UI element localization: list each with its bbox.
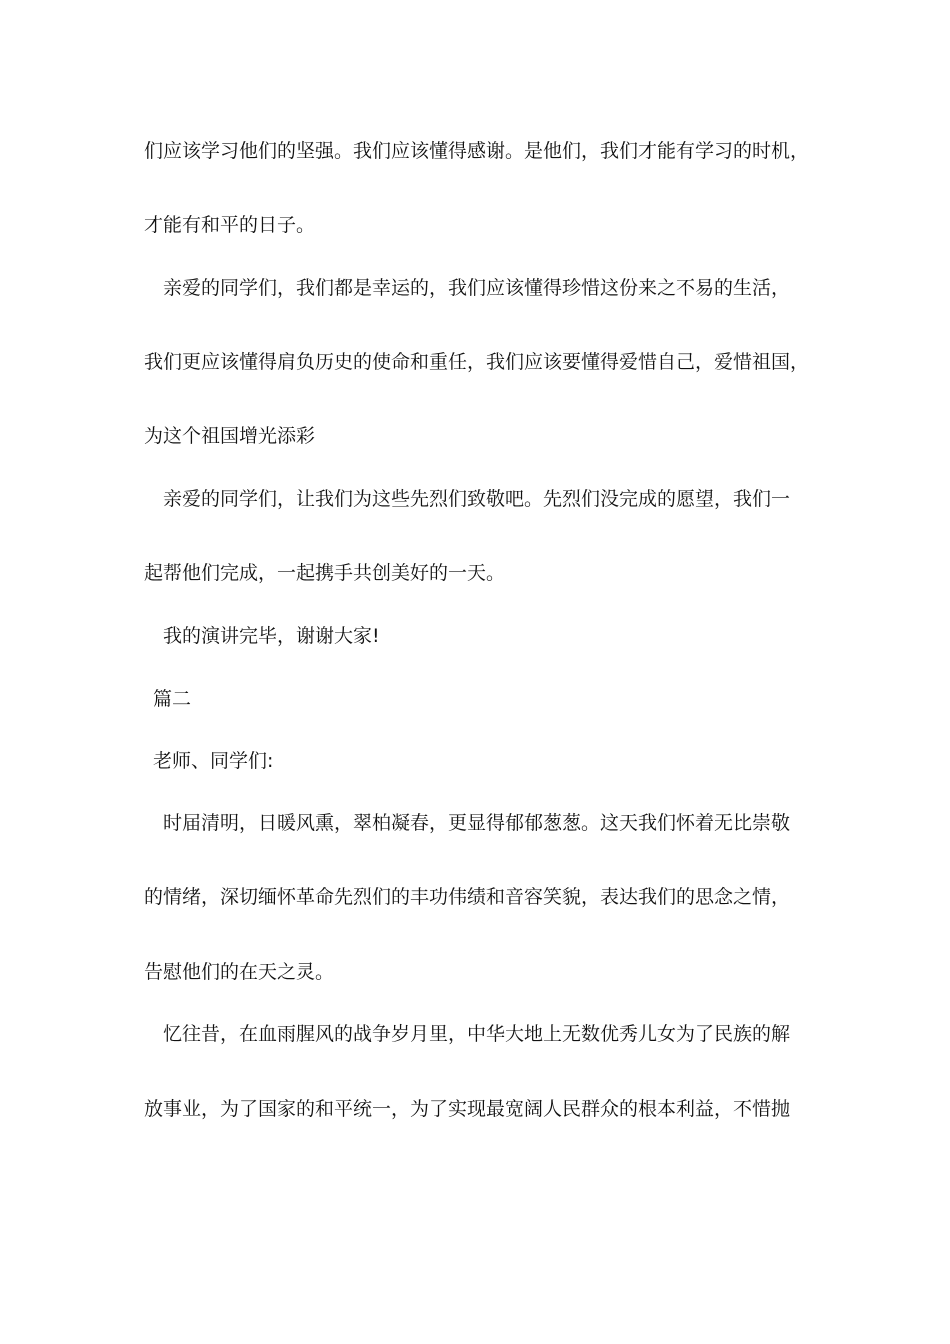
paragraph-line: 为这个祖国增光添彩: [144, 425, 316, 447]
section-heading: 篇二: [153, 688, 192, 710]
paragraph-line: 放事业，为了国家的和平统一，为了实现最宽阔人民群众的根本利益，不惜抛: [144, 1098, 791, 1120]
paragraph-line: 亲爱的同学们，让我们为这些先烈们致敬吧。先烈们没完成的愿望，我们一: [163, 488, 791, 510]
paragraph-line: 我的演讲完毕，谢谢大家!: [163, 625, 380, 647]
paragraph-line: 才能有和平的日子。: [144, 214, 316, 236]
paragraph-line: 亲爱的同学们，我们都是幸运的，我们应该懂得珍惜这份来之不易的生活，: [163, 277, 791, 299]
salutation: 老师、同学们:: [153, 750, 274, 772]
paragraph-line: 告慰他们的在天之灵。: [144, 961, 335, 983]
paragraph-line: 起帮他们完成，一起携手共创美好的一天。: [144, 562, 506, 584]
paragraph-line: 时届清明，日暖风熏，翠柏凝春，更显得郁郁葱葱。这天我们怀着无比崇敬: [163, 812, 791, 834]
paragraph-line: 的情绪，深切缅怀革命先烈们的丰功伟绩和音容笑貌，表达我们的思念之情，: [144, 886, 791, 908]
paragraph-line: 们应该学习他们的坚强。我们应该懂得感谢。是他们，我们才能有学习的时机，: [144, 140, 810, 162]
paragraph-line: 忆往昔，在血雨腥风的战争岁月里，中华大地上无数优秀儿女为了民族的解: [163, 1023, 791, 1045]
paragraph-line: 我们更应该懂得肩负历史的使命和重任，我们应该要懂得爱惜自己，爱惜祖国，: [144, 351, 810, 373]
